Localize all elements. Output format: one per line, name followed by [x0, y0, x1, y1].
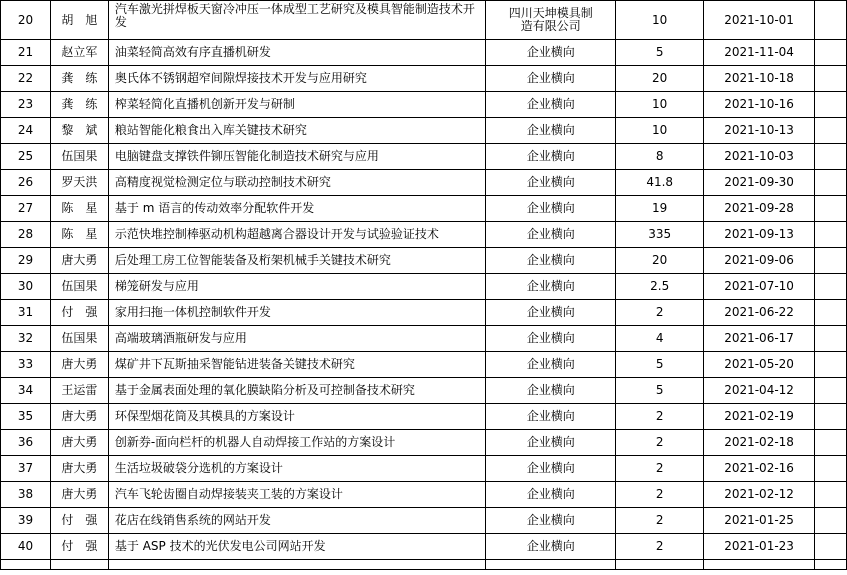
- table-row: [1, 378, 847, 404]
- partial-cell: [108, 560, 485, 570]
- row-date: 2021-09-13: [704, 222, 815, 248]
- row-number: 37: [1, 456, 51, 482]
- row-project-title: 梯笼研发与应用: [108, 274, 485, 300]
- row-number: 21: [1, 40, 51, 66]
- table-row: [1, 196, 847, 222]
- row-number: 38: [1, 482, 51, 508]
- row-unit: 企业横向: [486, 248, 616, 274]
- table-row: [1, 482, 847, 508]
- row-date: 2021-04-12: [704, 378, 815, 404]
- table-row: [1, 66, 847, 92]
- row-person: 伍国果: [50, 326, 108, 352]
- row-unit: 企业横向: [486, 196, 616, 222]
- row-amount: 5: [616, 40, 704, 66]
- row-project-title: 基于金属表面处理的氧化膜缺陷分析及可控制备技术研究: [108, 378, 485, 404]
- row-amount: 20: [616, 66, 704, 92]
- row-amount: 20: [616, 248, 704, 274]
- row-project-title: 电脑键盘支撑铁件铆压智能化制造技术研究与应用: [108, 144, 485, 170]
- partial-cell: [704, 560, 815, 570]
- row-number: 30: [1, 274, 51, 300]
- row-amount: 8: [616, 144, 704, 170]
- table-row: [1, 534, 847, 560]
- partial-cell: [50, 560, 108, 570]
- row-amount: 41.8: [616, 170, 704, 196]
- row-trailing-cell: [815, 144, 847, 170]
- row-project-title: 示范快堆控制棒驱动机构超越离合器设计开发与试验验证技术: [108, 222, 485, 248]
- row-amount: 335: [616, 222, 704, 248]
- row-unit: 企业横向: [486, 222, 616, 248]
- table-row: [1, 274, 847, 300]
- row-trailing-cell: [815, 170, 847, 196]
- row-trailing-cell: [815, 352, 847, 378]
- row-unit: 企业横向: [486, 326, 616, 352]
- row-number: 40: [1, 534, 51, 560]
- row-unit: 企业横向: [486, 456, 616, 482]
- row-person: 唐大勇: [50, 352, 108, 378]
- row-person: 伍国果: [50, 274, 108, 300]
- row-trailing-cell: [815, 222, 847, 248]
- row-number: 31: [1, 300, 51, 326]
- row-amount: 5: [616, 352, 704, 378]
- row-project-title: 基于 m 语言的传动效率分配软件开发: [108, 196, 485, 222]
- row-unit: 企业横向: [486, 482, 616, 508]
- row-trailing-cell: [815, 248, 847, 274]
- row-project-title: 生活垃圾破袋分选机的方案设计: [108, 456, 485, 482]
- table-row: [1, 144, 847, 170]
- row-unit: 企业横向: [486, 534, 616, 560]
- row-person: 龚 练: [50, 92, 108, 118]
- row-trailing-cell: [815, 1, 847, 40]
- table-row: [1, 508, 847, 534]
- row-person: 唐大勇: [50, 404, 108, 430]
- partial-cell: [815, 560, 847, 570]
- row-trailing-cell: [815, 326, 847, 352]
- table-row: [1, 326, 847, 352]
- row-project-title: 家用扫拖一体机控制软件开发: [108, 300, 485, 326]
- row-trailing-cell: [815, 430, 847, 456]
- row-amount: 4: [616, 326, 704, 352]
- row-project-title: 粮站智能化粮食出入库关键技术研究: [108, 118, 485, 144]
- row-number: 22: [1, 66, 51, 92]
- row-project-title: 环保型烟花筒及其模具的方案设计: [108, 404, 485, 430]
- row-trailing-cell: [815, 196, 847, 222]
- partial-cell: [486, 560, 616, 570]
- row-amount: 2: [616, 430, 704, 456]
- row-project-title: 基于 ASP 技术的光伏发电公司网站开发: [108, 534, 485, 560]
- table-row: [1, 248, 847, 274]
- row-amount: 2.5: [616, 274, 704, 300]
- table-body: [1, 1, 847, 570]
- row-amount: 2: [616, 508, 704, 534]
- row-number: 35: [1, 404, 51, 430]
- row-number: 32: [1, 326, 51, 352]
- row-number: 27: [1, 196, 51, 222]
- row-date: 2021-10-16: [704, 92, 815, 118]
- row-date: 2021-06-22: [704, 300, 815, 326]
- row-trailing-cell: [815, 482, 847, 508]
- row-date: 2021-06-17: [704, 326, 815, 352]
- row-unit: 企业横向: [486, 170, 616, 196]
- row-number: 36: [1, 430, 51, 456]
- row-trailing-cell: [815, 534, 847, 560]
- row-project-title: 煤矿井下瓦斯抽采智能钻进装备关键技术研究: [108, 352, 485, 378]
- row-amount: 10: [616, 1, 704, 40]
- row-project-title: 汽车飞轮齿圈自动焊接装夹工装的方案设计: [108, 482, 485, 508]
- table-row: [1, 352, 847, 378]
- row-person: 唐大勇: [50, 248, 108, 274]
- row-project-title: 高精度视觉检测定位与联动控制技术研究: [108, 170, 485, 196]
- row-date: 2021-10-18: [704, 66, 815, 92]
- row-amount: 10: [616, 118, 704, 144]
- row-amount: 2: [616, 482, 704, 508]
- row-person: 唐大勇: [50, 456, 108, 482]
- partial-cell: [1, 560, 51, 570]
- row-project-title: 花店在线销售系统的网站开发: [108, 508, 485, 534]
- row-date: 2021-07-10: [704, 274, 815, 300]
- row-date: 2021-02-12: [704, 482, 815, 508]
- row-unit: 企业横向: [486, 66, 616, 92]
- row-unit: 企业横向: [486, 404, 616, 430]
- row-amount: 5: [616, 378, 704, 404]
- row-number: 33: [1, 352, 51, 378]
- row-date: 2021-01-25: [704, 508, 815, 534]
- row-unit: 企业横向: [486, 508, 616, 534]
- row-date: 2021-10-01: [704, 1, 815, 40]
- row-date: 2021-01-23: [704, 534, 815, 560]
- row-person: 陈 星: [50, 222, 108, 248]
- row-unit: 企业横向: [486, 352, 616, 378]
- table-row: [1, 222, 847, 248]
- row-date: 2021-02-18: [704, 430, 815, 456]
- table-row-partial: [1, 560, 847, 570]
- row-number: 23: [1, 92, 51, 118]
- row-date: 2021-05-20: [704, 352, 815, 378]
- row-amount: 10: [616, 92, 704, 118]
- row-date: 2021-11-04: [704, 40, 815, 66]
- row-project-title: 创新券-面向栏杆的机器人自动焊接工作站的方案设计: [108, 430, 485, 456]
- row-number: 24: [1, 118, 51, 144]
- row-date: 2021-09-28: [704, 196, 815, 222]
- row-date: 2021-10-03: [704, 144, 815, 170]
- row-unit: 企业横向: [486, 118, 616, 144]
- row-date: 2021-10-13: [704, 118, 815, 144]
- row-amount: 2: [616, 404, 704, 430]
- row-unit: 企业横向: [486, 378, 616, 404]
- row-amount: 19: [616, 196, 704, 222]
- partial-cell: [616, 560, 704, 570]
- row-date: 2021-09-06: [704, 248, 815, 274]
- table-row: [1, 456, 847, 482]
- row-project-title: 榨菜轻简化直播机创新开发与研制: [108, 92, 485, 118]
- row-number: 20: [1, 1, 51, 40]
- row-number: 34: [1, 378, 51, 404]
- row-person: 罗天洪: [50, 170, 108, 196]
- row-person: 唐大勇: [50, 430, 108, 456]
- row-person: 陈 星: [50, 196, 108, 222]
- row-person: 赵立军: [50, 40, 108, 66]
- row-trailing-cell: [815, 40, 847, 66]
- row-trailing-cell: [815, 378, 847, 404]
- row-date: 2021-02-16: [704, 456, 815, 482]
- row-unit: 企业横向: [486, 300, 616, 326]
- row-project-title: 高端玻璃酒瓶研发与应用: [108, 326, 485, 352]
- row-amount: 2: [616, 456, 704, 482]
- row-trailing-cell: [815, 118, 847, 144]
- row-amount: 2: [616, 534, 704, 560]
- row-date: 2021-09-30: [704, 170, 815, 196]
- row-date: 2021-02-19: [704, 404, 815, 430]
- row-trailing-cell: [815, 92, 847, 118]
- row-project-title: 油菜轻简高效有序直播机研发: [108, 40, 485, 66]
- row-number: 39: [1, 508, 51, 534]
- row-trailing-cell: [815, 274, 847, 300]
- row-project-title: 汽车激光拼焊板天窗冷冲压一体成型工艺研究及模具智能制造技术开发: [108, 1, 485, 40]
- table-row: [1, 118, 847, 144]
- table-row: [1, 92, 847, 118]
- table-row: [1, 404, 847, 430]
- row-unit: 四川天坤模具制造有限公司: [486, 1, 616, 40]
- row-unit: 企业横向: [486, 92, 616, 118]
- row-person: 胡 旭: [50, 1, 108, 40]
- row-unit: 企业横向: [486, 430, 616, 456]
- table-row: [1, 170, 847, 196]
- row-number: 29: [1, 248, 51, 274]
- row-number: 25: [1, 144, 51, 170]
- row-person: 唐大勇: [50, 482, 108, 508]
- row-person: 伍国果: [50, 144, 108, 170]
- row-trailing-cell: [815, 404, 847, 430]
- row-trailing-cell: [815, 508, 847, 534]
- row-person: 黎 斌: [50, 118, 108, 144]
- table-row: [1, 300, 847, 326]
- row-person: 付 强: [50, 534, 108, 560]
- row-unit: 企业横向: [486, 144, 616, 170]
- row-project-title: 奥氏体不锈钢超窄间隙焊接技术开发与应用研究: [108, 66, 485, 92]
- row-project-title: 后处理工房工位智能装备及桁架机械手关键技术研究: [108, 248, 485, 274]
- row-unit: 企业横向: [486, 274, 616, 300]
- table-row: [1, 1, 847, 40]
- row-number: 28: [1, 222, 51, 248]
- row-trailing-cell: [815, 300, 847, 326]
- row-trailing-cell: [815, 66, 847, 92]
- row-person: 付 强: [50, 300, 108, 326]
- row-amount: 2: [616, 300, 704, 326]
- row-number: 26: [1, 170, 51, 196]
- row-person: 龚 练: [50, 66, 108, 92]
- row-person: 王运雷: [50, 378, 108, 404]
- table-row: [1, 40, 847, 66]
- row-trailing-cell: [815, 456, 847, 482]
- row-person: 付 强: [50, 508, 108, 534]
- table-row: [1, 430, 847, 456]
- row-unit: 企业横向: [486, 40, 616, 66]
